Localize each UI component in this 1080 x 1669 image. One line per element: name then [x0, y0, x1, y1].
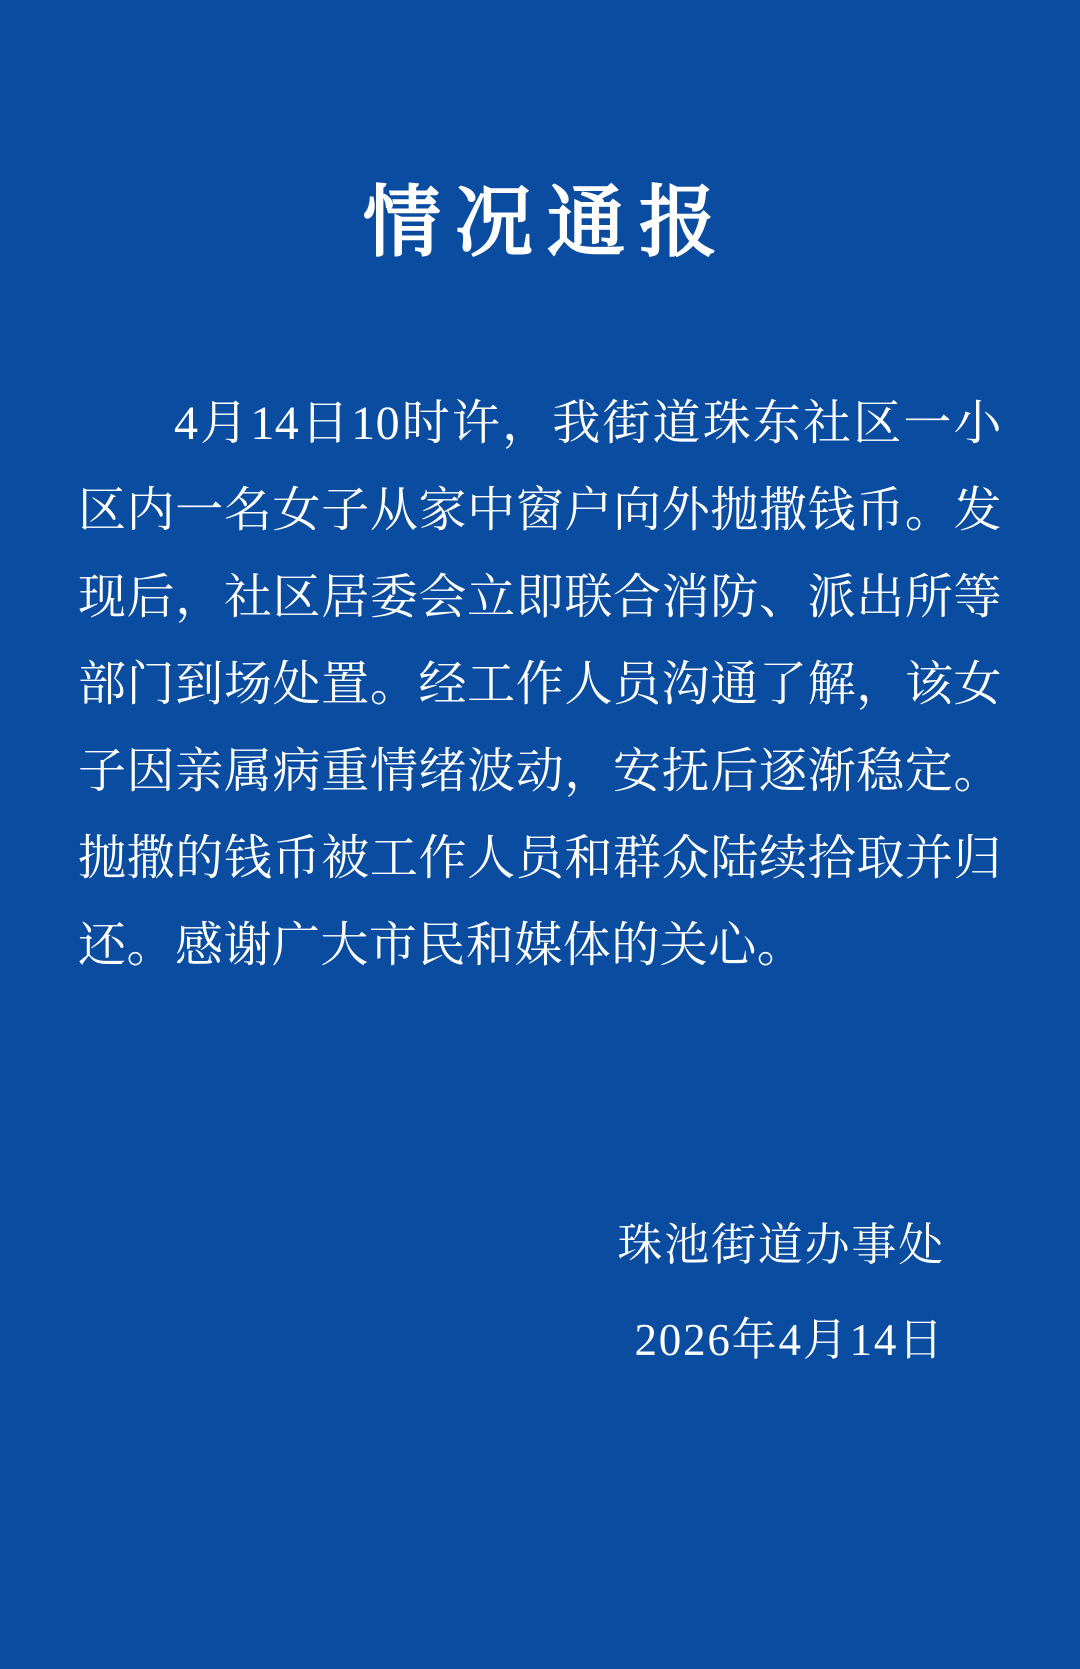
notice-body-paragraph: 4月14日10时许，我街道珠东社区一小区内一名女子从家中窗户向外抛撒钱币。发现后，社区居委会立即联合消防、派出所等部门到场处置。经工作人员沟通了解，该女子因亲属病重情绪波动，安抚后逐渐稳定。抛撒的钱币被工作人员和群众陆续拾取并归还。感谢广大市民和媒体的关心。: [78, 396, 1002, 972]
notice-date: 2026年4月14日: [634, 1315, 945, 1365]
notice-footer: [617, 1198, 945, 1388]
notice-title: 情况通报: [362, 178, 732, 266]
notice-signature: 珠池街道办事处: [617, 1220, 945, 1270]
